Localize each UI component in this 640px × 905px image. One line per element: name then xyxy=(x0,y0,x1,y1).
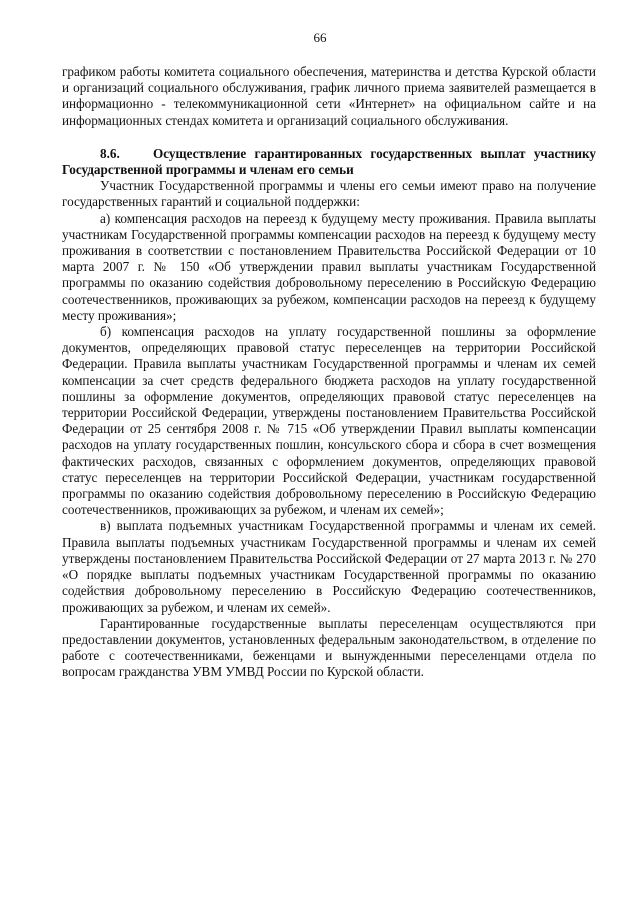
page-number: 66 xyxy=(313,30,327,45)
section-title: Осуществление гарантированных государственных выплат участнику Государственной программы и членам его семьи xyxy=(62,145,596,178)
paragraph-intro: Участник Государственной программы и члены его семьи имеют право на получение государственных гарантий и социальной поддержки: xyxy=(62,178,596,210)
section-number: 8.6. xyxy=(100,145,120,161)
paragraph-item-a: а) компенсация расходов на переезд к будущему месту проживания. Правила выплаты участникам Государственной программы компенсации расходов на переезд к будущему месту проживания в соответствии с постановлением Правительства Российской Федерации от 10 марта 2007 г. № 150 «Об утверждении правил выплаты участникам Государственной программы по оказанию содействия добровольному переселению в Российскую Федерацию соотечественников, проживающих за рубежом, компенсации расходов на переезд к будущему месту проживания»; xyxy=(62,210,596,323)
paragraph-item-b: б) компенсация расходов на уплату государственной пошлины за оформление документов, определяющих правовой статус переселенцев на территории Российской Федерации. Правила выплаты участникам Государственной программы и членам их семей компенсации за счет средств федерального бюджета расходов на уплату государственной пошлины за оформление документов, определяющих правовой статус переселенцев на территории Российской Федерации, утверждены постановлением Правительства Российской Федерации от 25 сентября 2008 г. № 715 «Об утверждении Правил выплаты компенсации расходов на уплату государственных пошлин, консульского сбора и сбора в счет возмещения фактических расходов, связанных с оформлением документов, определяющих правовой статус переселенцев на территории Российской Федерации, участникам государственной программы по оказанию содействия добровольному переселению в Российскую Федерацию соотечественников, проживающих за рубежом, и членам их семей»; xyxy=(62,324,596,518)
paragraph-final: Гарантированные государственные выплаты переселенцам осуществляются при предоставлении документов, установленных федеральным законодательством, в отделение по работе с соотечественниками, беженцами и вынужденными переселенцами отдела по вопросам гражданства УВМ УМВД России по Курской области. xyxy=(62,615,596,680)
section-heading xyxy=(62,146,596,178)
document-body xyxy=(62,64,596,681)
paragraph-continuation: графиком работы комитета социального обеспечения, материнства и детства Курской области и организаций социального обслуживания, график личного приема заявителей размещается в информационно - телекоммуникационной сети «Интернет» на официальном сайте и на информационных стендах комитета и организаций социального обслуживания. xyxy=(62,64,596,128)
paragraph-item-c: в) выплата подъемных участникам Государственной программы и членам их семей. Правила выплаты подъемных участникам Государственной программы и членам их семей утверждены постановлением Правительства Российской Федерации от 27 марта 2013 г. № 270 «О порядке выплаты подъемных участникам Государственной программы по оказанию содействия добровольному переселению в Российскую Федерацию соотечественников, проживающих за рубежом, и членам их семей». xyxy=(62,518,596,615)
